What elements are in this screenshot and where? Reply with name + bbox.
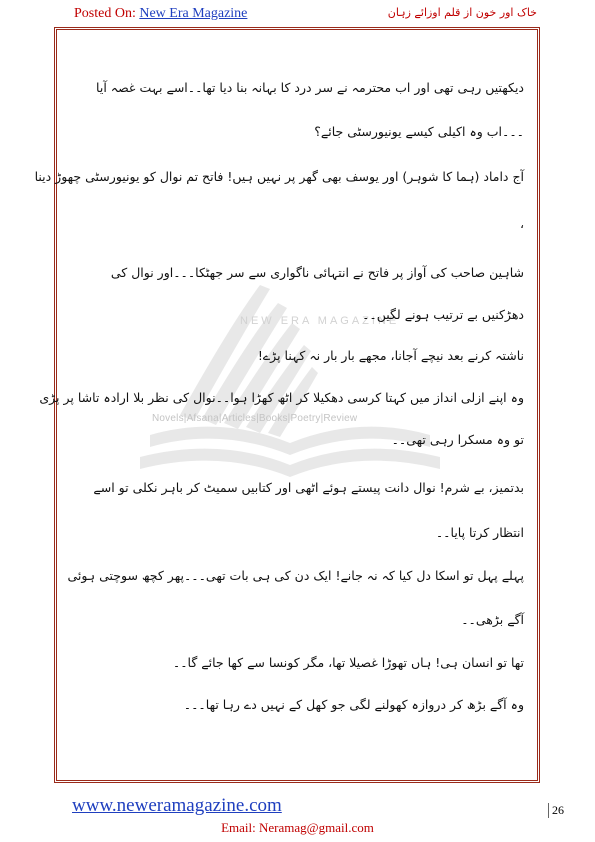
posted-on-label — [74, 6, 247, 22]
text-line: شاہین صاحب کی آواز پر فاتح نے انتہائی ناگواری سے سر جھٹکا۔۔۔اور نوال کی — [110, 265, 524, 280]
text-line: دیکھتیں رہی تھی اور اب محترمہ نے سر درد کا بہانہ بنا دیا تھا۔۔اسے بہت غصہ آیا — [96, 80, 524, 95]
text-line: وہ آگے بڑھ کر دروازہ کھولنے لگی جو کھل کے نہیں دے رہا تھا۔۔۔ — [183, 697, 524, 712]
page-header — [0, 0, 595, 26]
text-line: بدتمیز، بے شرم! نوال دانت پیستے ہوئے اٹھی اور کتابیں سمیٹ کر باہر نکلی تو اسے — [93, 480, 524, 495]
text-line: انتظار کرتا پایا۔۔ — [435, 525, 524, 540]
text-line: ناشتہ کرنے بعد نیچے آجانا، مجھے بار بار نہ کہنا پڑے! — [257, 348, 524, 363]
text-line: دھڑکنیں بے ترتیب ہونے لگیں۔۔ — [362, 307, 524, 322]
site-name-link[interactable]: New Era Magazine — [139, 6, 248, 21]
text-line: ، — [519, 216, 524, 231]
text-line: آج داماد (ہما کا شوہر) اور یوسف بھی گھر پر نہیں ہیں! فاتح تم نوال کو یونیورسٹی چھوڑ دینا — [34, 169, 524, 184]
text-line: آگے بڑھی۔۔ — [461, 612, 524, 627]
text-line: تھا تو انسان ہی! ہاں تھوڑا غصیلا تھا، مگر کونسا سے کھا جائے گا۔۔ — [172, 655, 524, 670]
book-logo-watermark — [110, 265, 500, 495]
watermark-brand-text: NEW ERA MAGAZINE — [240, 315, 400, 327]
text-line: پہلے پہل تو اسکا دل کیا کہ نہ جانے! ایک دن کی ہی بات تھی۔۔۔پھر کچھ سوچتی ہوئی — [67, 568, 524, 583]
page-number: 26 — [548, 803, 572, 818]
footer-website-link[interactable]: www.neweramagazine.com — [72, 795, 282, 816]
text-line: وہ اپنے ازلی انداز میں کہتا کرسی دھکیلا کر اٹھ کھڑا ہوا۔۔نوال کی نظر بلا ارادہ تاشا پر پڑی — [39, 390, 524, 405]
watermark-categories: Novels|Afsana|Articles|Books|Poetry|Review — [152, 413, 358, 424]
text-line: ۔۔۔اب وہ اکیلی کیسے یونیورسٹی جائے؟ — [314, 124, 524, 139]
novel-title: خاک اور خون از قلم اوزائے زہان — [387, 6, 537, 19]
posted-label-text: Posted On: — [74, 6, 136, 21]
footer-email: Email: Neramag@gmail.com — [221, 820, 374, 835]
text-line: تو وہ مسکرا رہی تھی۔۔ — [391, 432, 524, 447]
